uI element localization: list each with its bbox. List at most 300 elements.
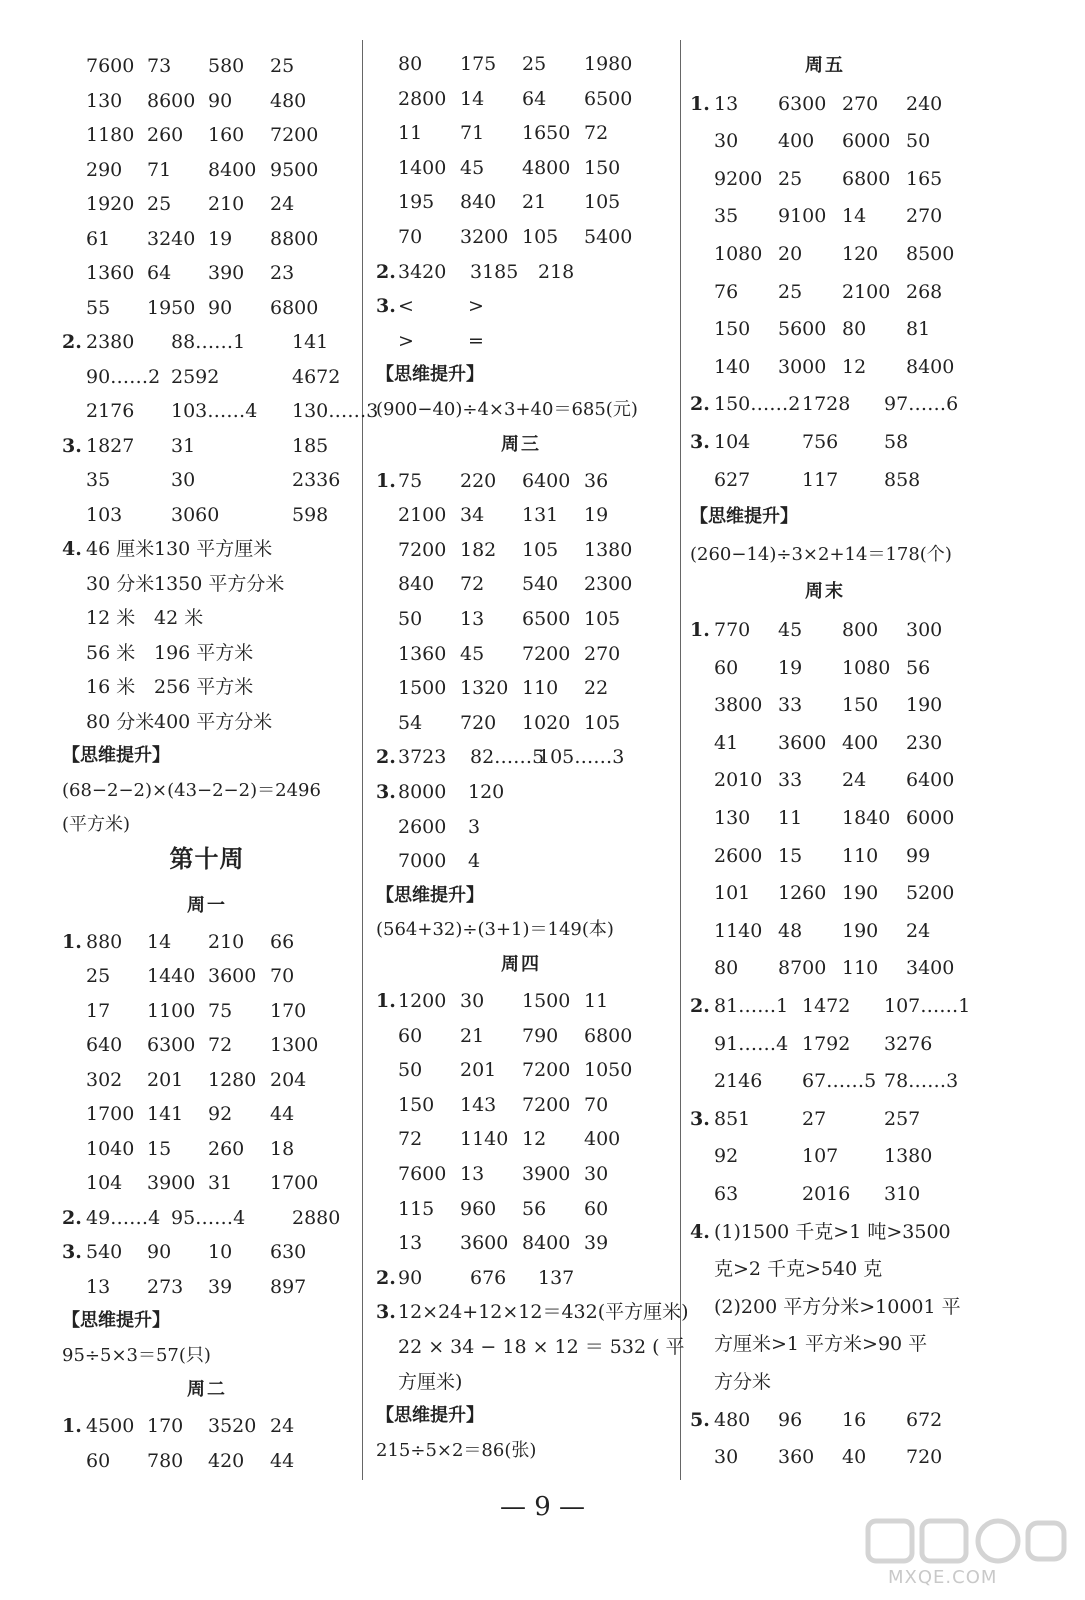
- answer-cell: 71: [460, 122, 485, 145]
- answer-cell: 3600: [460, 1232, 509, 1255]
- answer-cell: 1980: [584, 53, 633, 75]
- answer-line: [62, 399, 379, 423]
- answer-cell: 130: [86, 89, 123, 112]
- answer-cell: 268: [906, 280, 943, 303]
- question-number: 2.: [690, 995, 710, 1017]
- answer-cell: 60: [714, 656, 739, 679]
- answer-cell: 218: [538, 260, 575, 283]
- answer-cell: 36: [584, 469, 609, 492]
- answer-cell: 5200: [906, 882, 955, 905]
- answer-line: [376, 260, 676, 284]
- answer-cell: 195: [398, 191, 435, 214]
- answer-cell: 3185: [470, 260, 519, 283]
- answer-line: [376, 329, 676, 353]
- question-number: 2.: [376, 1266, 396, 1289]
- answer-line: [62, 710, 358, 734]
- answer-cell: 150: [398, 1093, 435, 1116]
- answer-cell: 6000: [906, 807, 955, 829]
- answer-cell: 105……3: [538, 746, 625, 769]
- answer-line: [376, 156, 676, 180]
- answer-cell: 15: [147, 1137, 172, 1160]
- answer-cell: 640: [86, 1034, 123, 1056]
- answer-line: [376, 572, 676, 596]
- answer-cell: 182: [460, 538, 497, 561]
- answer-cell: 30: [460, 990, 485, 1012]
- answer-line: [376, 1266, 676, 1290]
- answer-cell: 56: [522, 1197, 547, 1220]
- answer-cell: 1300: [270, 1034, 319, 1056]
- answer-line: [62, 1414, 358, 1438]
- answer-cell: 23: [270, 262, 295, 284]
- answer-cell: 580: [208, 55, 245, 77]
- answer-cell: 130: [714, 807, 751, 829]
- answer-line: [690, 1069, 1020, 1093]
- answer-line: [690, 129, 1020, 153]
- answer-cell: 105: [584, 191, 621, 214]
- answer-cell: (1)1500 千克>1 吨>3500: [714, 1220, 951, 1243]
- answer-line: [62, 572, 358, 596]
- answer-cell: 2380: [86, 331, 135, 353]
- answer-line: [690, 1370, 1020, 1394]
- answer-cell: 390: [208, 262, 245, 284]
- answer-cell: 8000: [398, 781, 447, 803]
- answer-cell: 107……1: [884, 995, 971, 1017]
- answer-line: [690, 1332, 1020, 1356]
- question-number: 3.: [62, 434, 82, 457]
- answer-cell: 方厘米): [398, 1370, 463, 1393]
- answer-line: [62, 227, 358, 251]
- answer-cell: 6500: [584, 87, 633, 110]
- answer-cell: 56: [906, 656, 931, 679]
- answer-cell: 25: [778, 280, 803, 303]
- answer-cell: 120: [842, 243, 879, 265]
- answer-line: [376, 849, 676, 873]
- answer-cell: 540: [522, 573, 559, 596]
- answer-cell: 3400: [906, 957, 955, 980]
- question-number: 1.: [376, 990, 396, 1012]
- answer-cell: 6800: [584, 1024, 633, 1047]
- answer-cell: 105: [584, 608, 621, 630]
- answer-cell: 91……4: [714, 1032, 789, 1055]
- answer-cell: 2336: [292, 469, 341, 491]
- answer-cell: 27: [802, 1107, 827, 1130]
- answer-cell: 790: [522, 1024, 559, 1047]
- answer-cell: 105: [584, 711, 621, 734]
- answer-line: [690, 167, 1020, 191]
- answer-cell: 8600: [147, 89, 196, 112]
- answer-cell: 2600: [398, 815, 447, 838]
- answer-cell: 1100: [147, 999, 196, 1022]
- answer-cell: 33: [778, 694, 803, 717]
- answer-cell: 90: [398, 1266, 423, 1289]
- answer-line: [376, 294, 676, 318]
- answer-line: [690, 1257, 1020, 1281]
- answer-cell: 30: [171, 469, 196, 491]
- question-number: 2.: [62, 331, 82, 353]
- answer-cell: 1040: [86, 1137, 135, 1160]
- answer-cell: 3520: [208, 1415, 257, 1437]
- answer-cell: 770: [714, 619, 751, 641]
- answer-cell: 1200: [398, 990, 447, 1012]
- question-number: 2.: [376, 746, 396, 769]
- answer-cell: 19: [584, 504, 609, 527]
- answer-cell: 2880: [292, 1206, 341, 1229]
- answer-cell: 80: [842, 318, 867, 341]
- answer-cell: 720: [460, 711, 497, 734]
- answer-cell: 5400: [584, 226, 633, 248]
- answer-cell: 115: [398, 1197, 435, 1220]
- answer-line: [62, 1449, 358, 1473]
- answer-line: [376, 1093, 676, 1117]
- answer-line: [690, 280, 1020, 304]
- answer-line: [376, 1231, 676, 1255]
- answer-cell: 220: [460, 469, 497, 492]
- answer-line: [62, 1275, 358, 1299]
- answer-cell: 35: [86, 469, 111, 491]
- answer-cell: 42 米: [154, 607, 204, 629]
- answer-cell: 1380: [584, 538, 633, 561]
- answer-line: [690, 1182, 1020, 1206]
- answer-cell: 92: [208, 1103, 233, 1125]
- answer-line: [62, 330, 358, 354]
- question-number: 3.: [690, 1107, 710, 1130]
- answer-cell: 140: [714, 355, 751, 378]
- answer-cell: 1920: [86, 193, 135, 215]
- answer-cell: 13: [460, 1163, 485, 1185]
- answer-line: [376, 121, 676, 145]
- section-label-thinking: 【思维提升】: [376, 364, 484, 386]
- answer-cell: 60: [398, 1024, 423, 1047]
- answer-cell: 672: [906, 1408, 943, 1431]
- answer-cell: 2016: [802, 1183, 851, 1205]
- answer-line: [62, 89, 358, 113]
- answer-line: [690, 768, 1020, 792]
- answer-line: [62, 930, 358, 954]
- answer-cell: 70: [398, 226, 423, 248]
- answer-cell: 1500: [522, 990, 571, 1012]
- question-number: 1.: [690, 619, 710, 641]
- answer-cell: 31: [208, 1172, 233, 1194]
- answer-cell: 19: [208, 227, 233, 250]
- answer-cell: 3276: [884, 1032, 933, 1055]
- answer-cell: 310: [884, 1183, 921, 1205]
- answer-line: [62, 434, 358, 458]
- answer-line: [376, 989, 676, 1013]
- answer-line: [376, 225, 676, 249]
- answer-cell: 75: [398, 469, 423, 492]
- answer-cell: 1080: [842, 656, 891, 679]
- answer-cell: 80 分米: [86, 710, 155, 733]
- answer-line: [690, 956, 1020, 980]
- answer-line: [690, 1220, 1020, 1244]
- answer-cell: 110: [842, 844, 879, 867]
- answer-cell: 21: [522, 191, 547, 214]
- formula-text: (564+32)÷(3+1)＝149(本): [376, 919, 614, 941]
- answer-line: [62, 468, 358, 492]
- answer-line: [62, 641, 358, 665]
- answer-cell: 1360: [398, 642, 447, 665]
- answer-cell: 7200: [270, 124, 319, 146]
- answer-cell: 35: [714, 205, 739, 228]
- answer-cell: 175: [460, 53, 497, 75]
- answer-cell: 201: [147, 1068, 184, 1091]
- answer-cell: 1827: [86, 434, 135, 457]
- answer-line: [690, 656, 1020, 680]
- answer-cell: 150: [842, 694, 879, 717]
- answer-cell: 8400: [522, 1232, 571, 1255]
- answer-cell: 95……4: [171, 1206, 246, 1229]
- answer-cell: 3420: [398, 260, 447, 283]
- answer-line: [690, 919, 1020, 943]
- answer-cell: 190: [842, 919, 879, 942]
- answer-cell: 11: [584, 990, 609, 1012]
- answer-cell: 46 厘米: [86, 538, 155, 560]
- answer-cell: 3600: [208, 965, 257, 987]
- answer-cell: 257: [884, 1107, 921, 1130]
- answer-cell: 840: [460, 191, 497, 214]
- answer-cell: 117: [802, 468, 839, 491]
- answer-line: [376, 538, 676, 562]
- answer-line: [62, 964, 358, 988]
- answer-cell: 190: [842, 882, 879, 905]
- answer-line: [62, 158, 358, 182]
- answer-cell: 92: [714, 1145, 739, 1168]
- answer-line: [376, 1335, 685, 1359]
- answer-cell: 88……1: [171, 331, 246, 353]
- answer-cell: 2800: [398, 87, 447, 110]
- answer-cell: 6300: [147, 1034, 196, 1056]
- answer-cell: 780: [147, 1449, 184, 1472]
- answer-cell: 273: [147, 1275, 184, 1298]
- answer-cell: 150……2: [714, 393, 801, 416]
- answer-cell: 4500: [86, 1415, 135, 1437]
- watermark: [858, 1515, 1073, 1595]
- answer-line: [376, 815, 676, 839]
- answer-cell: 230: [906, 731, 943, 754]
- answer-line: [690, 468, 1020, 492]
- watermark-logo-icon: [858, 1515, 1073, 1567]
- answer-cell: 58: [884, 431, 909, 453]
- answer-cell: 9200: [714, 167, 763, 190]
- answer-line: [376, 52, 676, 76]
- answer-cell: 48: [778, 919, 803, 942]
- answer-line: [62, 296, 358, 320]
- answer-cell: 103……4: [171, 400, 258, 422]
- answer-cell: 80: [714, 957, 739, 980]
- answer-cell: 260: [147, 124, 184, 146]
- answer-line: [690, 204, 1020, 228]
- watermark-text: MXQE.COM: [888, 1567, 998, 1588]
- question-number: 3.: [376, 1301, 396, 1324]
- day-heading: 周五: [805, 55, 845, 76]
- answer-cell: 1472: [802, 995, 851, 1017]
- answer-cell: 103: [86, 503, 123, 526]
- answer-line: [62, 54, 358, 78]
- answer-cell: 897: [270, 1275, 307, 1298]
- answer-cell: 66: [270, 930, 295, 953]
- answer-cell: 1950: [147, 296, 196, 319]
- question-number: 1.: [376, 469, 396, 492]
- answer-cell: 25: [147, 193, 172, 215]
- answer-cell: 270: [584, 642, 621, 665]
- answer-line: [376, 1162, 676, 1186]
- answer-cell: 1140: [714, 919, 763, 942]
- answer-cell: 480: [714, 1408, 751, 1431]
- answer-cell: 2100: [842, 280, 891, 303]
- answer-cell: 71: [147, 158, 172, 181]
- day-heading: 周二: [187, 1379, 227, 1400]
- answer-cell: 400 平方分米: [154, 710, 273, 733]
- answer-cell: 6800: [270, 296, 319, 319]
- answer-cell: 858: [884, 468, 921, 491]
- answer-line: [376, 1300, 689, 1324]
- answer-cell: 17: [86, 999, 111, 1022]
- day-heading: 周一: [187, 894, 227, 916]
- answer-line: [690, 317, 1020, 341]
- answer-cell: 3240: [147, 227, 196, 250]
- answer-cell: 49……4: [86, 1206, 161, 1229]
- answer-cell: 1792: [802, 1032, 851, 1055]
- answer-cell: 78……3: [884, 1070, 959, 1093]
- answer-cell: >: [468, 295, 484, 318]
- answer-line: [62, 261, 358, 285]
- answer-cell: 1140: [460, 1128, 509, 1151]
- answer-cell: 1050: [584, 1059, 633, 1082]
- answer-cell: 880: [86, 930, 123, 953]
- answer-cell: 3723: [398, 746, 447, 769]
- answer-line: [376, 711, 676, 735]
- question-number: 3.: [376, 295, 396, 318]
- answer-cell: 34: [460, 504, 485, 527]
- answer-line: [376, 503, 676, 527]
- answer-cell: 12: [522, 1128, 547, 1151]
- answer-cell: 45: [460, 642, 485, 665]
- answer-line: [690, 1032, 1020, 1056]
- answer-cell: 60: [86, 1449, 111, 1472]
- answer-cell: 7600: [86, 55, 135, 77]
- answer-cell: 3060: [171, 503, 220, 526]
- answer-cell: 96: [778, 1408, 803, 1431]
- answer-cell: 11: [778, 807, 803, 829]
- answer-line: [62, 192, 358, 216]
- answer-cell: 31: [171, 434, 196, 457]
- answer-cell: 54: [398, 711, 423, 734]
- answer-cell: 13: [86, 1275, 111, 1298]
- answer-cell: 1700: [270, 1172, 319, 1194]
- answer-cell: 400: [842, 731, 879, 754]
- answer-cell: 24: [842, 769, 867, 792]
- answer-line: [62, 1171, 358, 1195]
- answer-line: [690, 1295, 1020, 1319]
- answer-cell: 110: [842, 957, 879, 980]
- answer-cell: 1700: [86, 1103, 135, 1125]
- answer-line: [62, 1137, 358, 1161]
- answer-cell: 1650: [522, 122, 571, 145]
- answer-cell: 3800: [714, 694, 763, 717]
- answer-cell: 81……1: [714, 995, 789, 1017]
- answer-cell: 12×24+12×12＝432(平方厘米): [398, 1301, 689, 1324]
- question-number: 2.: [690, 393, 710, 416]
- answer-cell: 14: [842, 205, 867, 228]
- formula-text: 95÷5×3＝57(只): [62, 1344, 211, 1366]
- formula-text: (900−40)÷4×3+40＝685(元): [376, 399, 638, 420]
- answer-cell: 72: [460, 573, 485, 596]
- answer-line: [690, 1445, 1020, 1469]
- answer-line: [376, 1024, 676, 1048]
- answer-cell: 1380: [884, 1145, 933, 1168]
- question-number: 4.: [62, 538, 82, 560]
- answer-line: [62, 123, 358, 147]
- answer-cell: 克>2 千克>540 克: [714, 1258, 883, 1281]
- answer-cell: 1260: [778, 882, 827, 905]
- answer-cell: 2592: [171, 365, 220, 388]
- section-label-thinking: 【思维提升】: [62, 1310, 170, 1331]
- answer-line: [62, 1102, 358, 1126]
- answer-cell: 6500: [522, 608, 571, 630]
- answer-cell: 130……3: [292, 400, 379, 422]
- answer-cell: 141: [292, 331, 329, 353]
- answer-line: [690, 844, 1020, 868]
- answer-cell: 2010: [714, 769, 763, 792]
- day-heading: 周三: [501, 433, 541, 455]
- question-number: 4.: [690, 1220, 710, 1243]
- section-label-thinking: 【思维提升】: [62, 745, 170, 766]
- section-label-thinking: 【思维提升】: [376, 884, 484, 906]
- answer-cell: 6000: [842, 130, 891, 153]
- answer-line: [376, 607, 676, 631]
- answer-cell: 240: [906, 92, 943, 115]
- answer-cell: 598: [292, 503, 329, 526]
- answer-cell: <: [398, 295, 414, 318]
- answer-cell: 30 分米: [86, 572, 155, 595]
- answer-cell: 290: [86, 158, 123, 181]
- column-divider-1: [362, 40, 363, 1480]
- answer-line: [376, 676, 676, 700]
- answer-cell: 3: [468, 815, 481, 838]
- answer-cell: 25: [522, 53, 547, 75]
- answer-cell: 3200: [460, 226, 509, 248]
- answer-cell: 720: [906, 1446, 943, 1469]
- answer-cell: 130 平方厘米: [154, 538, 273, 560]
- answer-cell: 4800: [522, 156, 571, 179]
- answer-cell: 6800: [842, 167, 891, 190]
- answer-cell: 1728: [802, 393, 851, 416]
- answer-cell: 44: [270, 1449, 295, 1472]
- answer-cell: 81: [906, 318, 931, 341]
- answer-cell: 30: [714, 130, 739, 153]
- answer-cell: 24: [270, 193, 295, 215]
- answer-line: [690, 731, 1020, 755]
- answer-cell: 90: [208, 296, 233, 319]
- answer-cell: 1180: [86, 124, 135, 146]
- answer-cell: 14: [147, 930, 172, 953]
- answer-cell: 24: [270, 1415, 295, 1437]
- answer-line: [690, 1144, 1020, 1168]
- answer-cell: 72: [208, 1034, 233, 1056]
- answer-line: [376, 1127, 676, 1151]
- answer-line: [376, 642, 676, 666]
- answer-cell: 210: [208, 930, 245, 953]
- answer-cell: 196 平方米: [154, 641, 254, 664]
- answer-cell: 2176: [86, 400, 135, 422]
- formula-text: 215÷5×2＝86(张): [376, 1439, 537, 1461]
- answer-cell: 39: [584, 1232, 609, 1255]
- answer-cell: 1500: [398, 677, 447, 700]
- answer-cell: 56 米: [86, 641, 136, 664]
- answer-cell: 104: [86, 1172, 123, 1194]
- answer-cell: 6300: [778, 92, 827, 115]
- answer-cell: 8800: [270, 227, 319, 250]
